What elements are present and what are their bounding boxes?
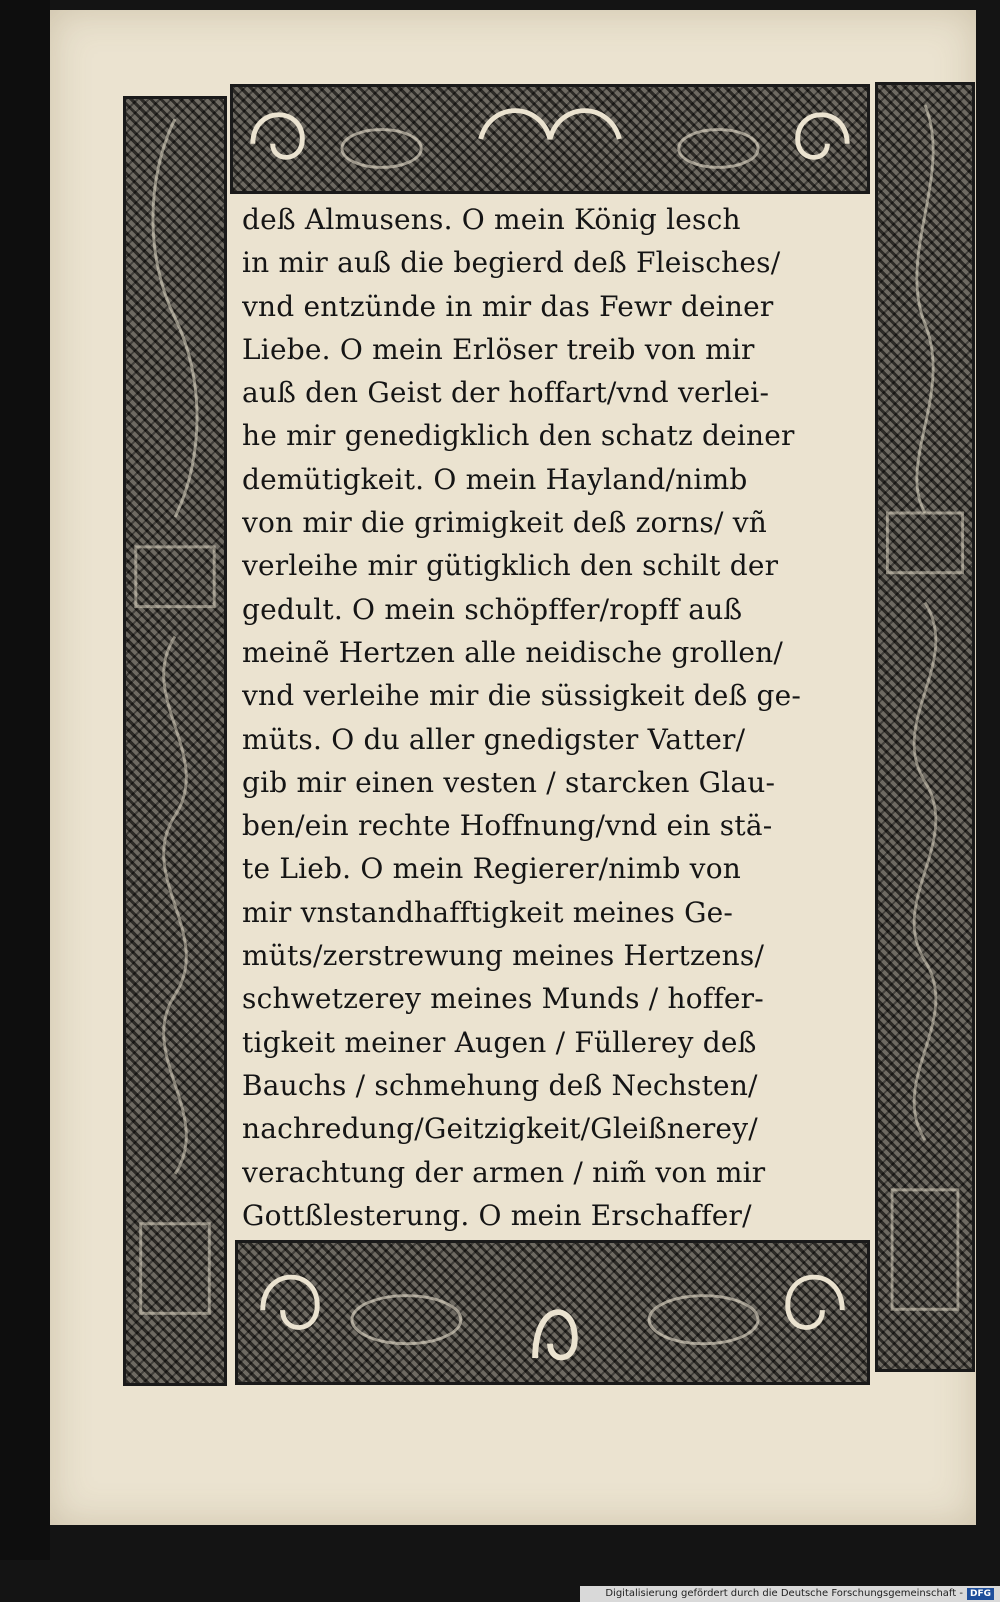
text-line: müts. O du aller gnedigster Vatter/: [242, 722, 746, 756]
text-line: meinẽ Hertzen alle neidische grollen/: [242, 635, 784, 669]
page-text-block: [238, 198, 866, 1238]
scroll-ornament-icon: [238, 1243, 867, 1382]
text-line: Liebe. O mein Erlöser treib von mir: [242, 332, 755, 366]
text-line: vnd entzünde in mir das Fewr deiner: [242, 289, 774, 323]
woodcut-border-bottom: [235, 1240, 870, 1385]
text-line: ben/ein rechte Hoffnung/vnd ein stä-: [242, 809, 773, 843]
footer-text: Digitalisierung gefördert durch die Deutsche Forschungsgemeinschaft -: [605, 1588, 963, 1599]
woodcut-border-right: [875, 82, 975, 1372]
digitization-footer: [580, 1586, 1000, 1602]
text-line: vnd verleihe mir die süssigkeit deß ge-: [242, 679, 802, 713]
text-line: in mir auß die begierd deß Fleisches/: [242, 246, 781, 280]
text-line: deß Almusens. O mein König lesch: [242, 203, 741, 236]
text-line: tigkeit meiner Augen / Füllerey deß: [242, 1025, 757, 1059]
text-line: Bauchs / schmehung deß Nechsten/: [242, 1068, 758, 1102]
dfg-logo: DFG: [967, 1588, 994, 1600]
text-line: schwetzerey meines Munds / hoffer-: [242, 982, 764, 1016]
text-line: nachredung/Geitzigkeit/Gleißnerey/: [242, 1112, 758, 1146]
text-line: verleihe mir gütigklich den schilt der: [242, 549, 779, 583]
scroll-ornament-icon: [233, 87, 867, 191]
woodcut-border-left: [123, 96, 227, 1386]
text-line: gib mir einen vesten / starcken Glau-: [242, 765, 776, 799]
text-line: müts/zerstrewung meines Hertzens/: [242, 939, 765, 973]
text-line: verachtung der armen / nim̃ von mir: [242, 1155, 766, 1189]
text-line: demütigkeit. O mein Hayland/nimb: [242, 462, 748, 496]
text-line: gedult. O mein schöpffer/ropff auß: [242, 592, 743, 626]
figure-ornament-icon: [878, 85, 972, 1369]
text-line: auß den Geist der hoffart/vnd verlei-: [242, 376, 770, 410]
figure-ornament-icon: [126, 99, 224, 1383]
text-line: Gottßlesterung. O mein Erschaffer/: [242, 1198, 752, 1232]
text-line: von mir die grimigkeit deß zorns/ vñ: [242, 506, 767, 540]
text-line: te Lieb. O mein Regierer/nimb von: [242, 852, 741, 886]
text-line: mir vnstandhafftigkeit meines Ge-: [242, 895, 734, 929]
woodcut-border-top: [230, 84, 870, 194]
text-line: he mir genedigklich den schatz deiner: [242, 419, 795, 453]
dark-margin: [0, 0, 50, 1560]
